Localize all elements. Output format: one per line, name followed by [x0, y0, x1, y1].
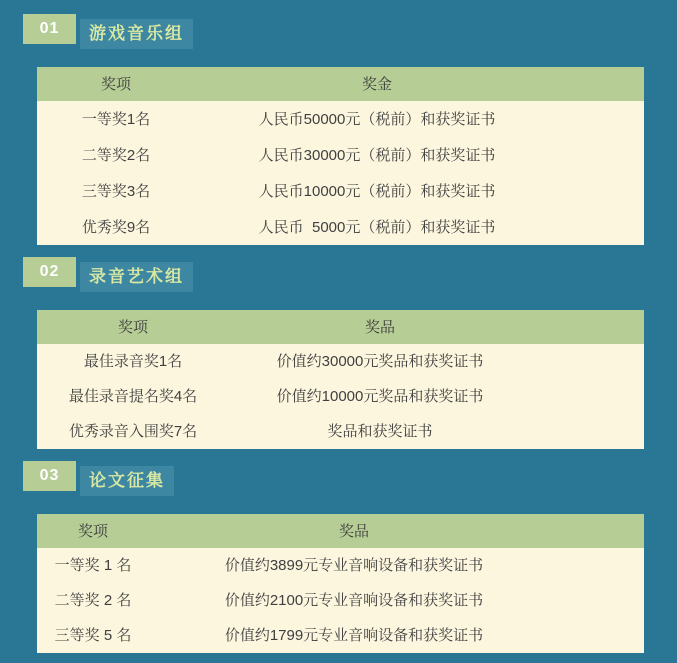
award-prize: 价值约1799元专业音响设备和获奖证书 — [224, 627, 484, 644]
award-prize: 价值约2100元专业音响设备和获奖证书 — [224, 592, 484, 609]
award-name: 三等奖3名 — [81, 182, 151, 200]
section-paper-collection — [0, 461, 677, 653]
section-header — [23, 257, 677, 292]
column-header-prize: 奖品 — [338, 522, 369, 540]
award-name: 一等奖 1 名 — [54, 557, 132, 574]
section-header — [23, 461, 677, 496]
section-header — [23, 14, 677, 49]
prize-table-paper — [37, 514, 644, 653]
award-name: 一等奖1名 — [81, 110, 151, 128]
award-prize: 价值约10000元奖品和获奖证书 — [276, 388, 484, 405]
table-row — [37, 618, 644, 653]
table-header-row — [37, 310, 644, 344]
award-prize: 奖品和获奖证书 — [327, 423, 433, 440]
award-name: 优秀奖9名 — [81, 218, 151, 236]
column-header-award: 奖项 — [77, 522, 108, 540]
section-title: 论文征集 — [80, 466, 174, 496]
column-header-award: 奖项 — [100, 75, 131, 93]
table-header-row — [37, 67, 644, 101]
table-row — [37, 209, 644, 245]
award-prize: 人民币 5000元（税前）和获奖证书 — [258, 218, 496, 236]
section-number-badge: 01 — [23, 14, 76, 44]
prize-table-game-music — [37, 67, 644, 245]
table-row — [37, 344, 644, 379]
section-game-music-group — [0, 14, 677, 245]
table-row — [37, 173, 644, 209]
award-name: 优秀录音入围奖7名 — [68, 423, 198, 440]
section-recording-art-group — [0, 257, 677, 449]
award-name: 最佳录音提名奖4名 — [68, 388, 198, 405]
section-title: 游戏音乐组 — [80, 19, 193, 49]
award-name: 三等奖 5 名 — [54, 627, 132, 644]
column-header-prize: 奖金 — [361, 75, 392, 93]
award-prize: 人民币10000元（税前）和获奖证书 — [258, 182, 496, 200]
award-prize: 价值约30000元奖品和获奖证书 — [276, 353, 484, 370]
section-title: 录音艺术组 — [80, 262, 193, 292]
table-row — [37, 548, 644, 583]
prize-table-recording-art — [37, 310, 644, 449]
award-name: 二等奖 2 名 — [54, 592, 132, 609]
column-header-award: 奖项 — [117, 318, 148, 336]
section-number-badge: 03 — [23, 461, 76, 491]
award-name: 最佳录音奖1名 — [83, 353, 183, 370]
section-number-badge: 02 — [23, 257, 76, 287]
table-row — [37, 414, 644, 449]
table-row — [37, 379, 644, 414]
award-name: 二等奖2名 — [81, 146, 151, 164]
column-header-prize: 奖品 — [364, 318, 395, 336]
table-row — [37, 137, 644, 173]
award-prize: 人民币50000元（税前）和获奖证书 — [258, 110, 496, 128]
award-prize: 价值约3899元专业音响设备和获奖证书 — [224, 557, 484, 574]
table-row — [37, 583, 644, 618]
table-header-row — [37, 514, 644, 548]
award-prize: 人民币30000元（税前）和获奖证书 — [258, 146, 496, 164]
table-row — [37, 101, 644, 137]
